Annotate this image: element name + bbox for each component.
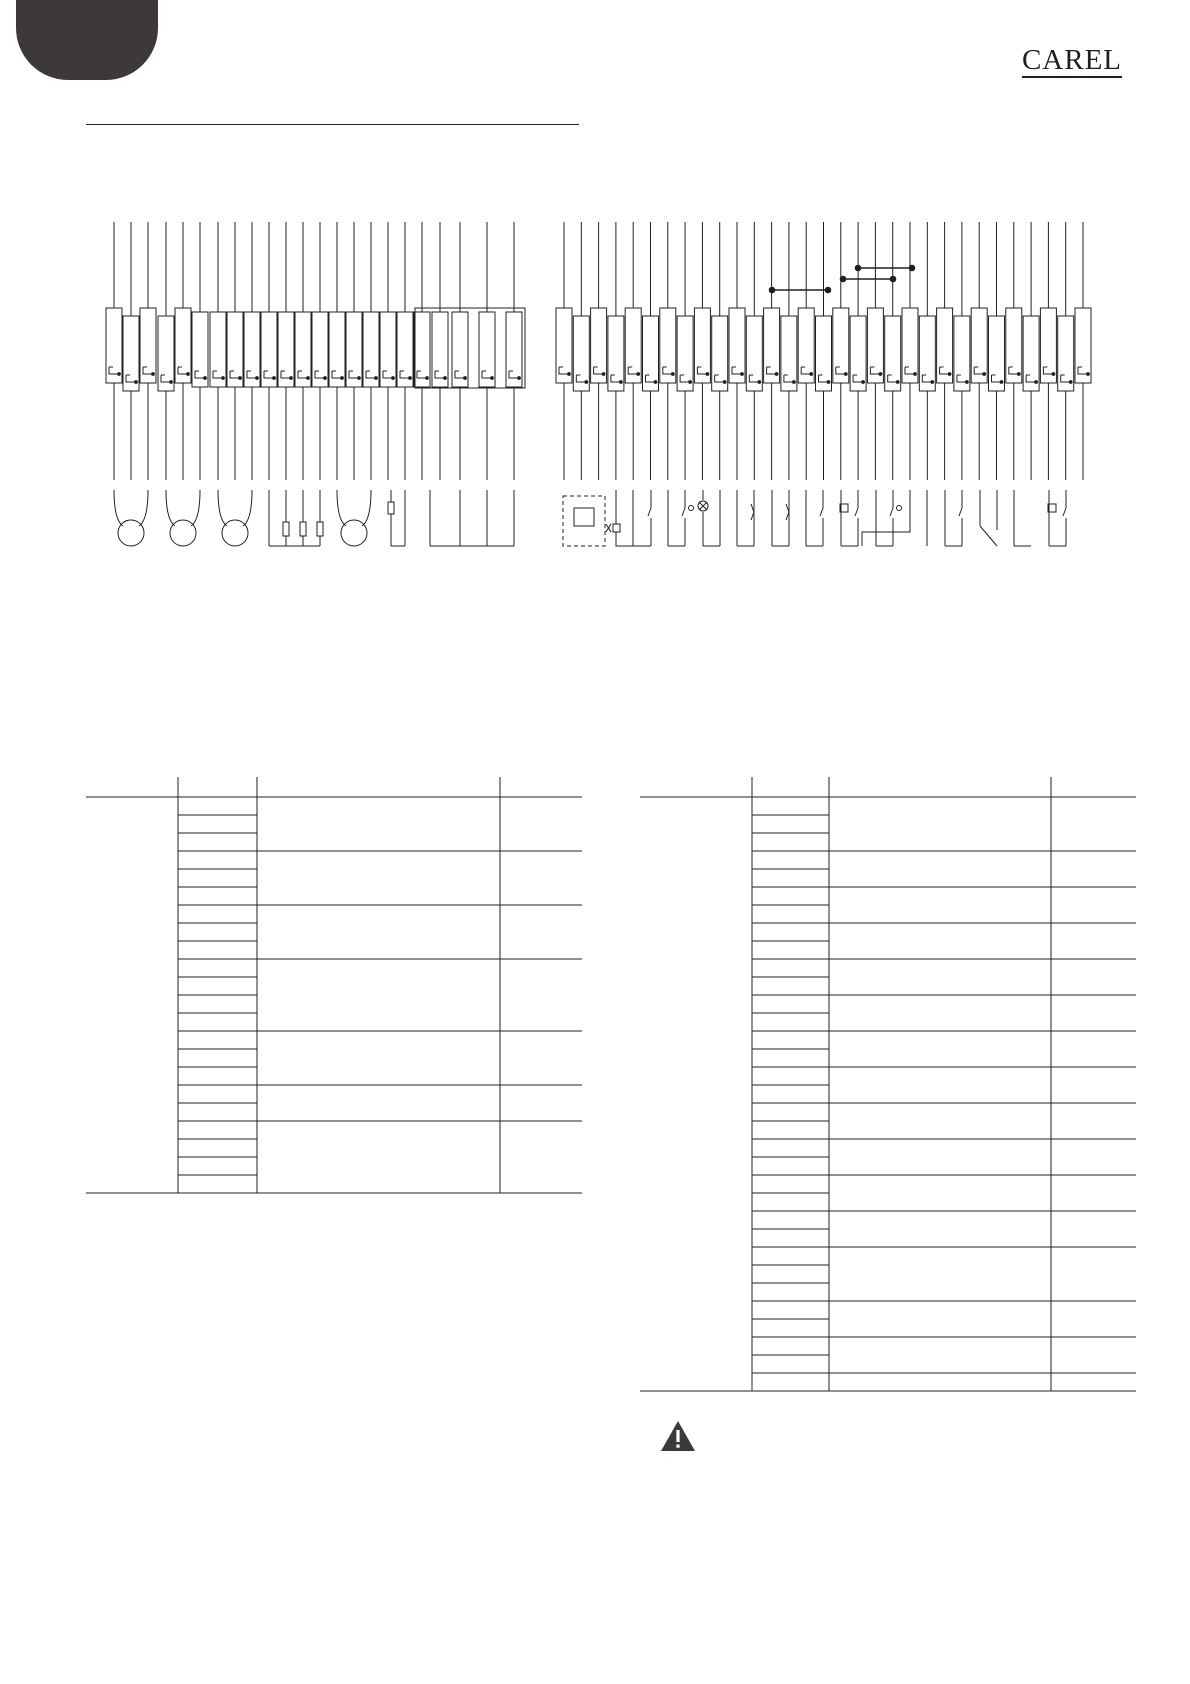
terminal-dot <box>426 377 429 380</box>
terminal-dot <box>602 373 605 376</box>
terminal-module <box>210 312 226 387</box>
jumper-dot <box>769 287 774 292</box>
motor-symbol <box>222 520 248 546</box>
terminal-module <box>506 312 522 387</box>
terminal-dot <box>896 381 899 384</box>
terminal-dot <box>793 381 796 384</box>
terminal-module <box>1023 316 1039 391</box>
terminal-dot <box>464 377 467 380</box>
motor-symbol <box>341 520 367 546</box>
terminal-module <box>295 312 311 387</box>
terminal-dot <box>914 373 917 376</box>
terminal-module <box>989 316 1005 391</box>
switch-symbol <box>1063 508 1066 516</box>
terminal-module <box>937 308 953 383</box>
terminal-dot <box>741 373 744 376</box>
left-table <box>86 777 582 1193</box>
terminal-dot <box>135 381 138 384</box>
terminal-dot <box>518 377 521 380</box>
motor-lead <box>139 490 148 526</box>
terminal-dot <box>409 377 412 380</box>
jumper-dot <box>890 276 895 281</box>
terminal-module <box>244 312 260 387</box>
terminal-module <box>712 316 728 391</box>
motor-lead <box>114 490 123 526</box>
terminal-dot <box>879 373 882 376</box>
terminal-dot <box>654 381 657 384</box>
terminal-dot <box>307 377 310 380</box>
terminal-dot <box>239 377 242 380</box>
terminal-module <box>1075 308 1091 383</box>
terminal-dot <box>341 377 344 380</box>
switch-symbol <box>959 508 962 516</box>
terminal-dot <box>983 373 986 376</box>
external-box <box>563 496 605 546</box>
terminal-dot <box>375 377 378 380</box>
terminal-dot <box>758 381 761 384</box>
terminal-dot <box>585 381 588 384</box>
motor-symbol <box>170 520 196 546</box>
terminal-module <box>432 312 448 387</box>
terminal-module <box>850 316 866 391</box>
terminal-module <box>902 308 918 383</box>
terminal-module <box>919 316 935 391</box>
terminal-module <box>452 312 468 387</box>
motor-lead <box>337 490 346 526</box>
terminal-dot <box>844 373 847 376</box>
right-terminal-block <box>556 222 1091 480</box>
terminal-module <box>414 312 430 387</box>
valve-symbol <box>613 524 620 532</box>
terminal-module <box>677 316 693 391</box>
terminal-dot <box>170 381 173 384</box>
terminal-dot <box>1052 373 1055 376</box>
motor-lead <box>362 490 371 526</box>
resistor-symbol <box>283 522 289 536</box>
terminal-dot <box>392 377 395 380</box>
terminal-module <box>729 308 745 383</box>
terminal-dot <box>948 373 951 376</box>
valve-symbol <box>606 524 611 532</box>
terminal-module <box>867 308 883 383</box>
lamp-symbol <box>689 506 694 511</box>
terminal-dot <box>620 381 623 384</box>
terminal-module <box>971 308 987 383</box>
terminal-module <box>1040 308 1056 383</box>
terminal-module <box>608 316 624 391</box>
terminal-module <box>479 312 495 387</box>
terminal-module <box>798 308 814 383</box>
loop-wire <box>862 490 910 546</box>
terminal-module <box>591 308 607 383</box>
terminal-dot <box>1017 373 1020 376</box>
terminal-module <box>261 312 277 387</box>
lamp-symbol <box>897 506 902 511</box>
terminal-dot <box>706 373 709 376</box>
terminal-dot <box>256 377 259 380</box>
terminal-dot <box>931 381 934 384</box>
switch-symbol <box>648 508 651 516</box>
terminal-module <box>175 308 191 383</box>
resistor-symbol <box>388 502 394 514</box>
terminal-dot <box>810 373 813 376</box>
terminal-module <box>227 312 243 387</box>
motor-lead <box>218 490 227 526</box>
terminal-module <box>556 308 572 383</box>
terminal-module <box>643 316 659 391</box>
terminal-module <box>278 312 294 387</box>
terminal-dot <box>671 373 674 376</box>
terminal-dot <box>290 377 293 380</box>
terminal-dot <box>491 377 494 380</box>
terminal-dot <box>568 373 571 376</box>
motor-symbol <box>118 520 144 546</box>
terminal-module <box>781 316 797 391</box>
motor-lead <box>243 490 252 526</box>
terminal-module <box>192 312 208 387</box>
contact-symbol <box>980 526 997 546</box>
terminal-dot <box>118 373 121 376</box>
motor-lead <box>166 490 175 526</box>
terminal-module <box>573 316 589 391</box>
terminal-dot <box>966 381 969 384</box>
terminal-dot <box>358 377 361 380</box>
terminal-dot <box>723 381 726 384</box>
terminal-module <box>312 312 328 387</box>
terminal-module <box>363 312 379 387</box>
jumper-dot <box>840 276 845 281</box>
terminal-module <box>106 308 122 383</box>
warning-triangle-icon <box>660 1420 696 1452</box>
terminal-dot <box>152 373 155 376</box>
terminal-dot <box>1035 381 1038 384</box>
terminal-module <box>123 316 139 391</box>
right-table <box>640 777 1136 1391</box>
terminal-dot <box>1087 373 1090 376</box>
terminal-module <box>885 316 901 391</box>
terminal-dot <box>1000 381 1003 384</box>
external-inner-box <box>574 508 594 526</box>
terminal-dot <box>204 377 207 380</box>
switch-symbol <box>820 508 823 516</box>
resistor-symbol <box>317 522 323 536</box>
jumper-dot <box>855 265 860 270</box>
terminal-module <box>764 308 780 383</box>
motor-lead <box>191 490 200 526</box>
terminal-dot <box>187 373 190 376</box>
terminal-dot <box>222 377 225 380</box>
resistor-symbol <box>300 522 306 536</box>
terminal-module <box>158 316 174 391</box>
terminal-module <box>380 312 396 387</box>
left-loads <box>114 490 514 546</box>
terminal-module <box>397 312 413 387</box>
terminal-module <box>833 308 849 383</box>
lamp-symbol <box>699 502 707 510</box>
switch-symbol <box>682 508 685 516</box>
jumper-dot <box>909 265 914 270</box>
terminal-module <box>1058 316 1074 391</box>
switch-symbol <box>855 508 858 516</box>
terminal-dot <box>273 377 276 380</box>
terminal-module <box>694 308 710 383</box>
terminal-module <box>625 308 641 383</box>
terminal-dot <box>1069 381 1072 384</box>
terminal-dot <box>637 373 640 376</box>
terminal-dot <box>444 377 447 380</box>
terminal-dot <box>827 381 830 384</box>
right-loads <box>563 490 1066 546</box>
terminal-dot <box>862 381 865 384</box>
jumper-dot <box>825 287 830 292</box>
terminal-module <box>346 312 362 387</box>
terminal-module <box>1006 308 1022 383</box>
terminal-dot <box>324 377 327 380</box>
load-lead <box>616 490 633 546</box>
terminal-module <box>329 312 345 387</box>
switch-symbol <box>890 508 893 516</box>
terminal-module <box>660 308 676 383</box>
terminal-module <box>746 316 762 391</box>
left-terminal-block <box>106 222 525 480</box>
terminal-module <box>816 316 832 391</box>
terminal-dot <box>775 373 778 376</box>
brand-logo-text: CAREL <box>1021 44 1122 76</box>
terminal-dot <box>689 381 692 384</box>
terminal-module <box>954 316 970 391</box>
terminal-module <box>140 308 156 383</box>
